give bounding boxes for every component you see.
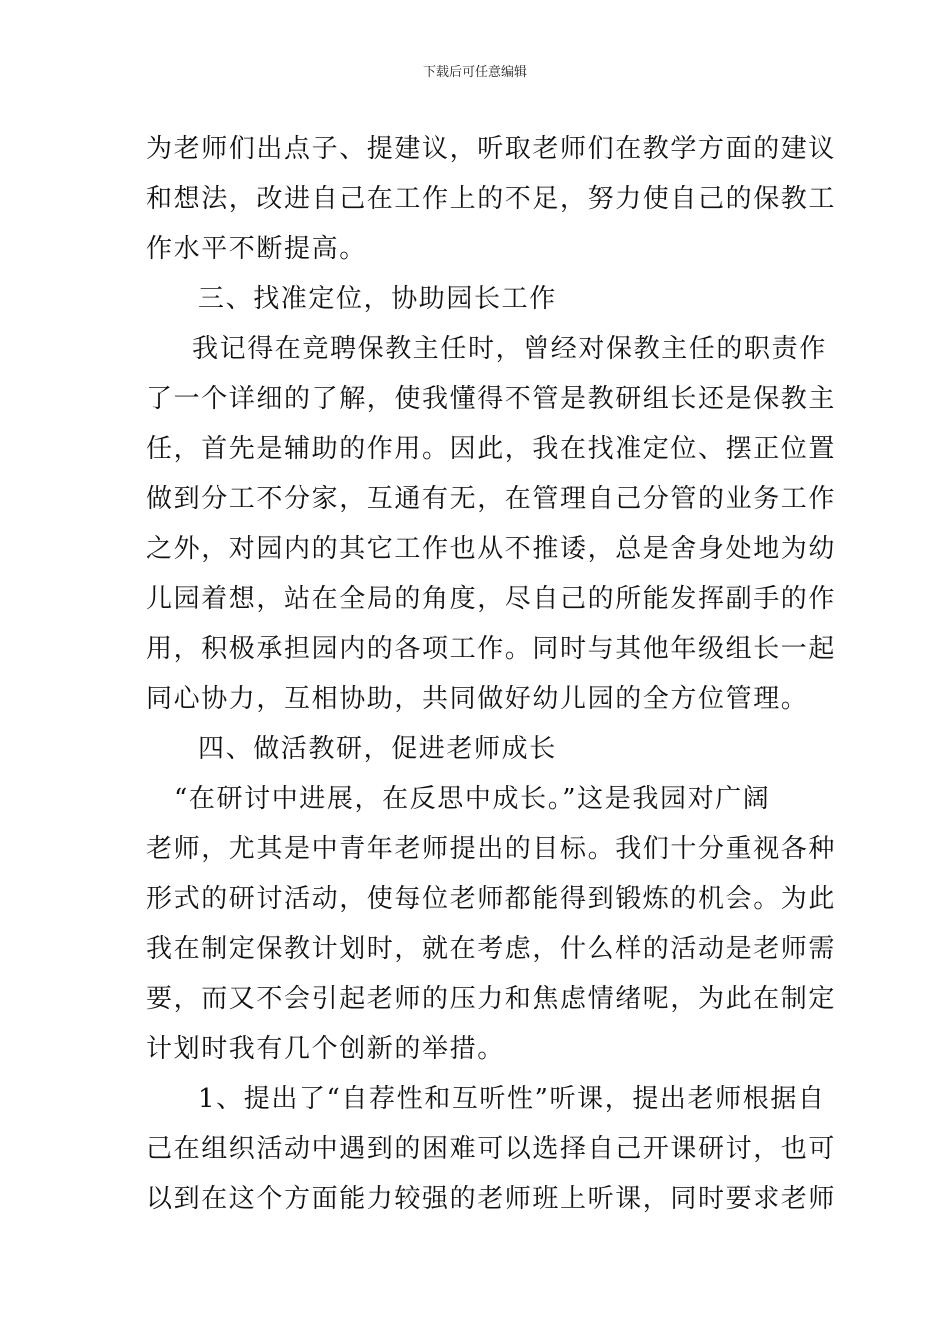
paragraph-line: 计划时我有几个创新的举措。 <box>146 1034 505 1064</box>
paragraph-line: 为老师们出点子、提建议，听取老师们在教学方面的建议 <box>146 134 837 164</box>
paragraph-line: 同心协力，互相协助，共同做好幼儿园的全方位管理。 <box>146 684 809 714</box>
paragraph-line: 任，首先是辅助的作用。因此，我在找准定位、摆正位置 <box>146 434 837 464</box>
paragraph-line: 形式的研讨活动，使每位老师都能得到锻炼的机会。为此 <box>146 884 837 914</box>
paragraph-line: 之外，对园内的其它工作也从不推诿，总是舍身处地为幼 <box>146 534 837 564</box>
paragraph-line: “在研讨中进展，在反思中成长。”这是我园对广阔 <box>174 784 771 814</box>
paragraph-line: 要，而又不会引起老师的压力和焦虑情绪呢，为此在制定 <box>146 984 837 1014</box>
paragraph-line: 做到分工不分家，互通有无，在管理自己分管的业务工作 <box>146 484 837 514</box>
paragraph-line: 了一个详细的了解，使我懂得不管是教研组长还是保教主 <box>146 384 837 414</box>
paragraph-line: 儿园着想，站在全局的角度，尽自己的所能发挥副手的作 <box>146 584 837 614</box>
paragraph-line: 我在制定保教计划时，就在考虑，什么样的活动是老师需 <box>146 934 837 964</box>
page-header: 下载后可任意编辑 <box>422 65 527 80</box>
section-heading: 四、做活教研，促进老师成长 <box>198 734 557 764</box>
body-text <box>146 124 837 1224</box>
paragraph-line: 我记得在竞聘保教主任时，曾经对保教主任的职责作 <box>192 334 827 364</box>
paragraph-line: 作水平不断提高。 <box>146 234 367 264</box>
paragraph-line: 己在组织活动中遇到的困难可以选择自己开课研讨，也可 <box>146 1134 837 1164</box>
paragraph-line: 和想法，改进自己在工作上的不足，努力使自己的保教工 <box>146 184 837 214</box>
paragraph-line: 1、提出了“自荐性和互听性”听课，提出老师根据自 <box>198 1084 826 1114</box>
paragraph-line: 用，积极承担园内的各项工作。同时与其他年级组长一起 <box>146 634 837 664</box>
paragraph-line: 老师，尤其是中青年老师提出的目标。我们十分重视各种 <box>146 834 837 864</box>
section-heading: 三、找准定位，协助园长工作 <box>198 284 557 314</box>
paragraph-line: 以到在这个方面能力较强的老师班上听课，同时要求老师 <box>146 1184 837 1214</box>
